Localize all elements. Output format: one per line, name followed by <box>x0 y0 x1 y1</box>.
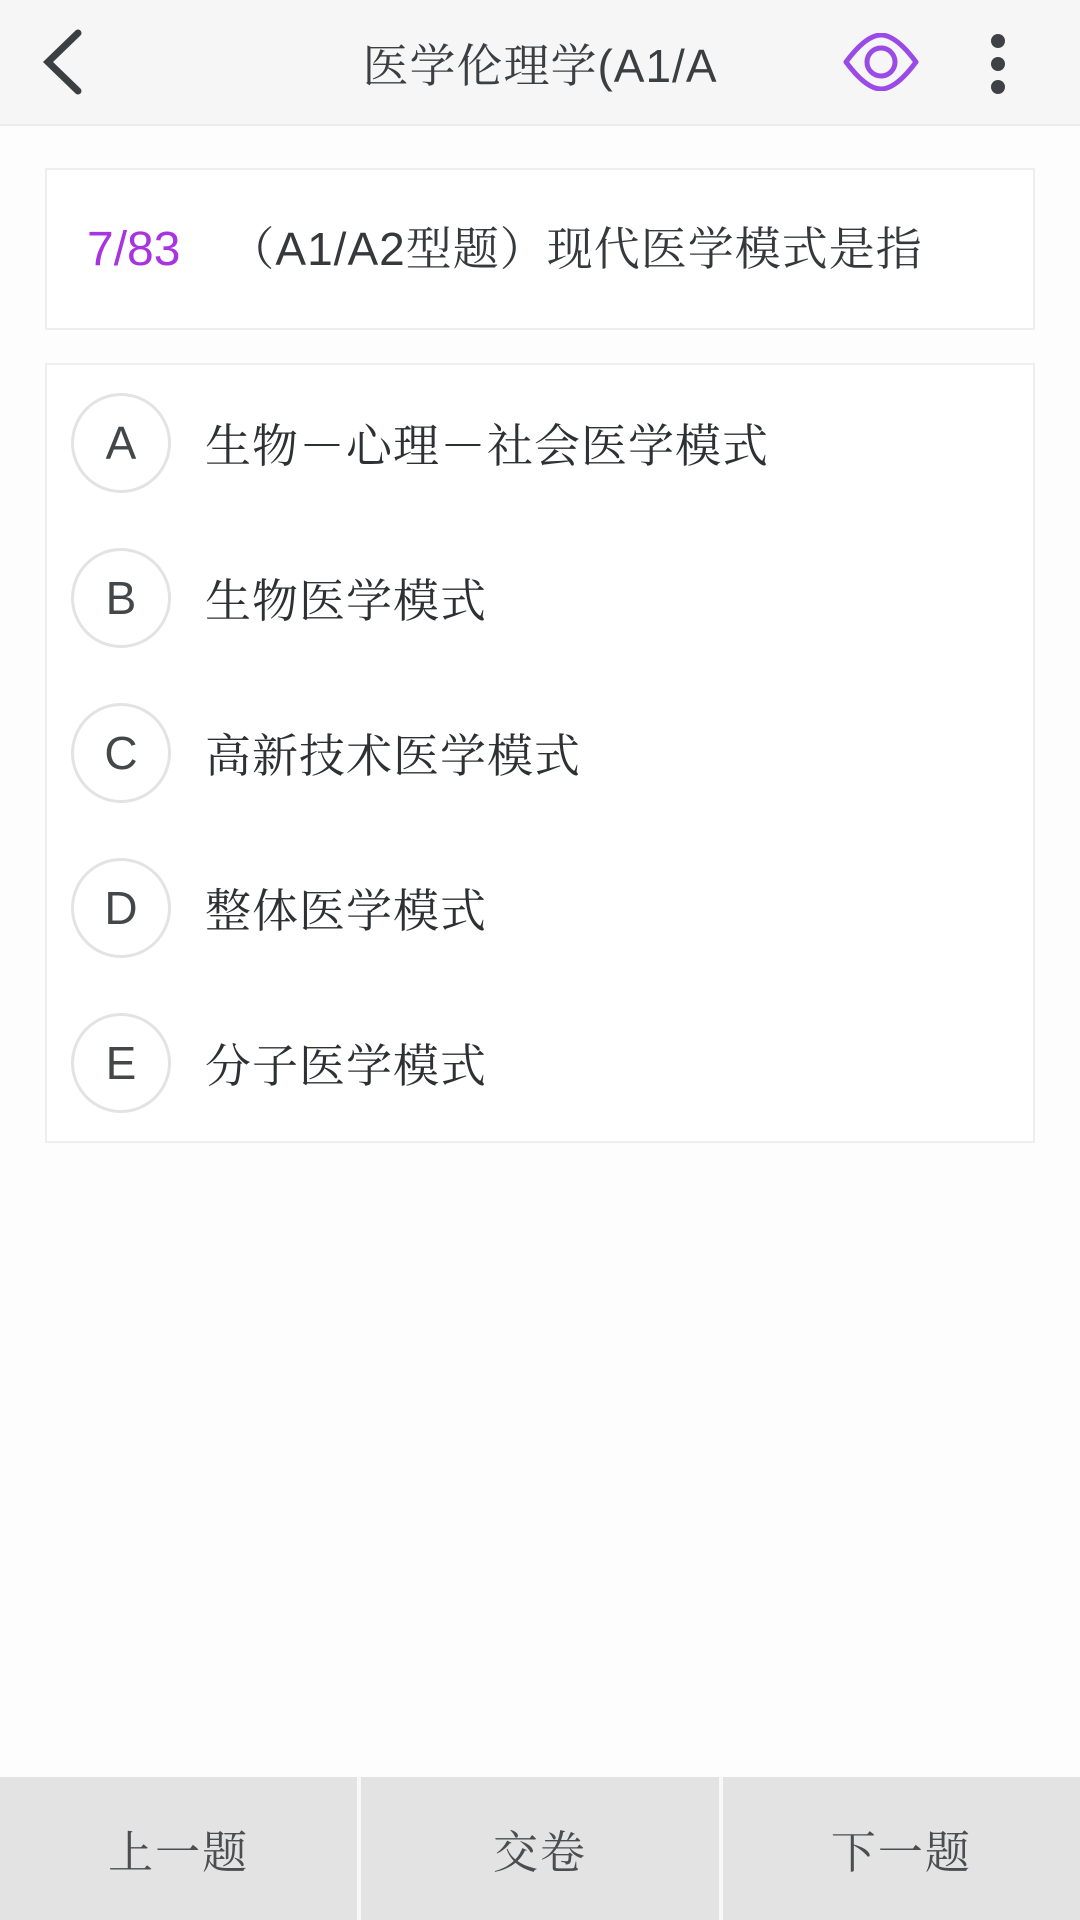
kebab-menu-icon <box>991 57 1005 71</box>
submit-paper-button[interactable]: 交卷 <box>361 1777 718 1920</box>
eye-icon <box>842 33 920 96</box>
option-letter-badge: A <box>71 393 171 493</box>
option-letter-badge: E <box>71 1013 171 1113</box>
eye-toggle-button[interactable] <box>838 26 924 102</box>
option-row-a[interactable] <box>47 365 1033 520</box>
option-row-d[interactable] <box>47 831 1033 986</box>
question-progress: 7/83 <box>87 222 181 276</box>
bottom-nav-bar <box>0 1777 1080 1920</box>
option-text: 分子医学模式 <box>205 1040 487 1093</box>
kebab-menu-icon <box>991 80 1005 94</box>
option-row-b[interactable] <box>47 520 1033 675</box>
options-card <box>45 363 1035 1143</box>
question-card <box>45 168 1035 330</box>
option-text: 整体医学模式 <box>205 885 487 938</box>
option-row-c[interactable] <box>47 675 1033 830</box>
option-letter-badge: D <box>71 858 171 958</box>
page-title: 医学伦理学(A1/A <box>362 40 718 92</box>
previous-question-button[interactable]: 上一题 <box>0 1777 357 1920</box>
kebab-menu-icon <box>991 34 1005 48</box>
question-text: （A1/A2型题）现代医学模式是指 <box>228 222 923 275</box>
next-question-button[interactable]: 下一题 <box>723 1777 1080 1920</box>
top-app-bar <box>0 0 1080 126</box>
option-text: 生物－心理－社会医学模式 <box>205 419 769 472</box>
option-text: 生物医学模式 <box>205 574 487 627</box>
option-row-e[interactable] <box>47 986 1033 1141</box>
overflow-menu-button[interactable] <box>962 23 1034 105</box>
option-letter-badge: C <box>71 703 171 803</box>
option-letter-badge: B <box>71 548 171 648</box>
option-text: 高新技术医学模式 <box>205 730 581 782</box>
